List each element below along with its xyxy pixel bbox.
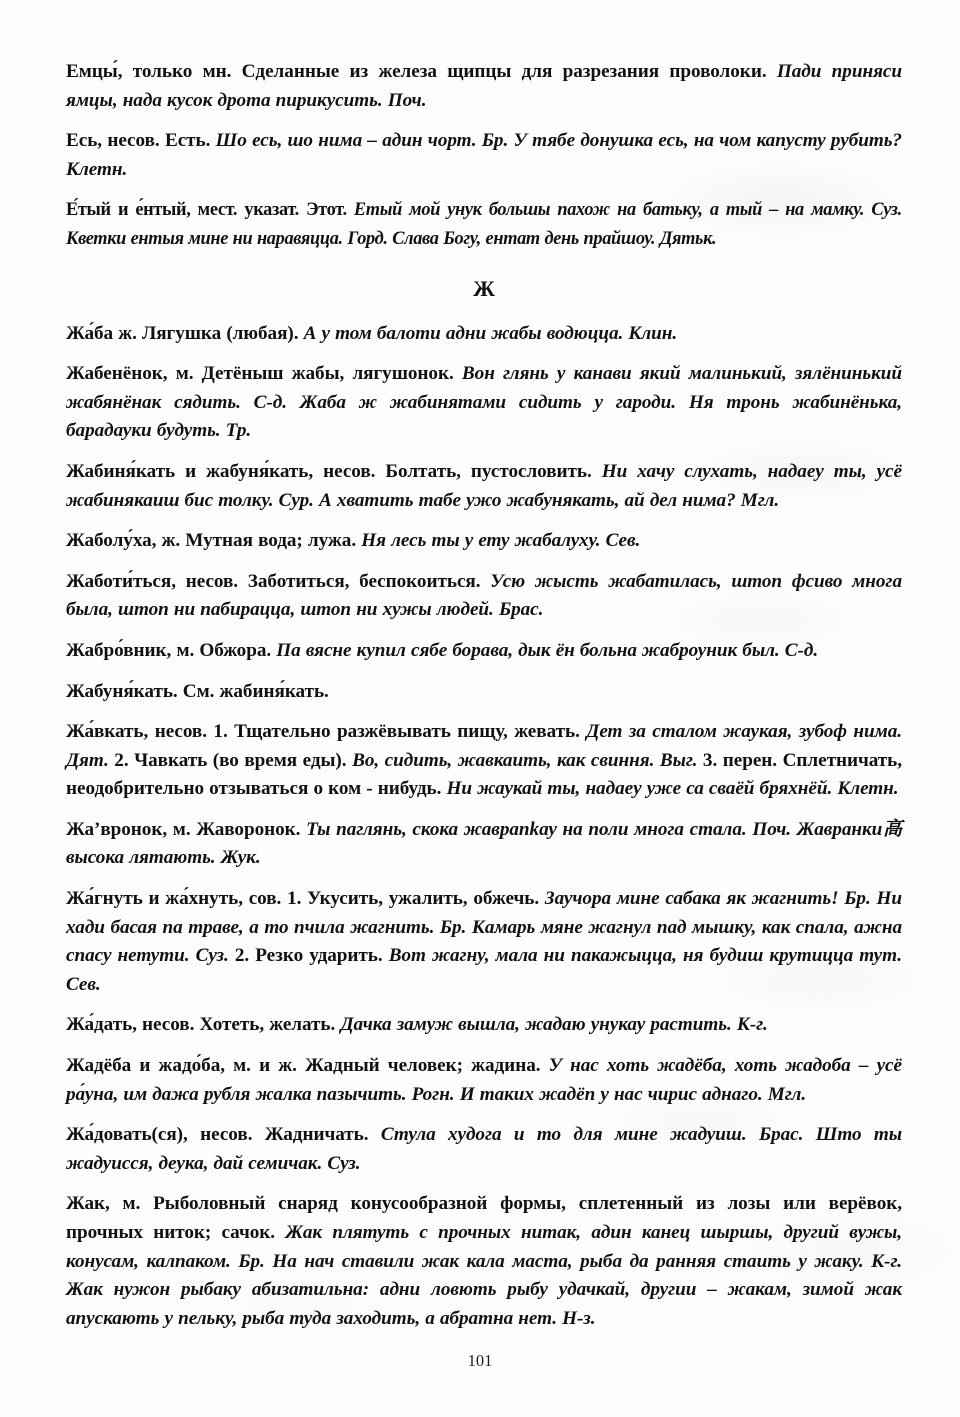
entry-headword: Жабро́вник, м. Обжора. (66, 639, 272, 661)
entry-headword: Жа́вкать, несов. 1. Тщательно разжёвывать пищу, жевать. (66, 721, 580, 743)
text-column (66, 58, 902, 1333)
entry-example: Па вясне купил сябе борава, дык ён больна жаброуник был. С-д. (276, 639, 819, 661)
entry-headword: Е́тый и е́нтый, мест. указат. Этот. (66, 199, 347, 221)
entry-example: Вон глянь у канави який малинький, зялёнинький жабянёнак сядить. С-д. Жаба ж жабинятами сидить у гароди. Ня тронь жабинёнька, барадауки будуть. Тр. (66, 363, 902, 442)
entry-example: Шо есь, шо нима – адин чорт. Бр. У тябе донушка есь, на чом капусту рубить? Клетн. (66, 130, 902, 180)
entry-sense-3-gloss: 3. перен. Сплетничать, неодобрительно отзываться о ком - нибудь. (66, 749, 903, 800)
entry-headword: Емцы́, только мн. Сделанные из железа щипцы для разрезания проволоки. (66, 61, 767, 82)
dictionary-entry-zhadyoba (66, 1052, 902, 1109)
page-number: 101 (467, 1351, 493, 1370)
entry-example: Ни хачу слухать, надаеу ты, усё жабинякаиш бис толку. Сур. А хватить табе ужо жабунякать, ай дел нима? Мгл. (66, 460, 902, 511)
dictionary-entry-zhabolukha (66, 527, 902, 556)
entry-headword: Жаболу́ха, ж. Мутная вода; лужа. (66, 530, 357, 552)
dictionary-entry-zhabotitsya (66, 568, 902, 625)
entry-sense-2-example: Вот жагну, мала ни пакажыцца, ня будиш крутицца тут. Сев. (66, 945, 902, 995)
dictionary-entry-emcy (66, 58, 902, 115)
entry-example: А у том балоти адни жабы водюцца. Клин. (303, 322, 678, 344)
entry-sense-2-example: Во, сидить, жавкаить, как свиння. Выг. (352, 749, 703, 771)
dictionary-entry-zhagnut (66, 885, 902, 999)
dictionary-entry-zhavkat (66, 718, 902, 804)
dictionary-entry-zhak (66, 1190, 902, 1333)
entry-example: Усю жысть жабатилась, штоп фсиво многа была, штоп ни пабирацца, штоп ни хужы людей. Брас. (66, 570, 902, 621)
dictionary-entry-zhabrovnik (66, 637, 902, 666)
entry-sense-2-gloss: 2. Резко ударить. (234, 945, 383, 967)
entry-example: Дачка замуж вышла, жадаю унукау растить. К-г. (340, 1014, 768, 1036)
entry-headword: Жабенёнок, м. Детёныш жабы, лягушонок. (66, 363, 454, 385)
dictionary-entry-zhadat (66, 1011, 902, 1040)
entry-headword: Жаботи́ться, несов. Заботиться, беспокоиться. (66, 570, 481, 592)
entry-headword: Жа́ба ж. Лягушка (любая). (66, 322, 299, 344)
dictionary-entry-zhadovatsya (66, 1121, 902, 1178)
entry-sense-3-example: Ни жаукай ты, надаеу уже са сваёй бряхнёй. Клетн. (446, 778, 899, 800)
dictionary-entry-zhabunyakat (66, 678, 902, 707)
entry-headword: Жа́гнуть и жа́хнуть, сов. 1. Укусить, ужалить, обжечь. (66, 888, 540, 910)
entry-example: Пади приняси ямцы, нада кусок дрота пирикусить. Поч. (66, 61, 902, 111)
entry-example: Етый мой унук большы пахож на батьку, а тый – на мамку. Суз. Кветки ентыя мине ни наравяцца. Горд. Слава Богу, ентат день прайшоу. Дятьк. (66, 199, 902, 249)
entry-headword: Жабиня́кать и жабуня́кать, несов. Болтать, пустословить. (66, 460, 592, 482)
entry-example: Заучора мине сабака як жагнить! Бр. Ни хади басая па траве, а то пчила жагнить. Бр. Камарь мяне жагнул пад мышку, как спала, ажна спасу нетути. Суз. (66, 888, 902, 967)
letter-section-heading: Ж (473, 275, 495, 301)
dictionary-entry-es (66, 127, 902, 184)
entry-sense-2-gloss: 2. Чавкать (во время еды). (114, 749, 347, 771)
entry-headword: Жадёба и жадо́ба, м. и ж. Жадный человек; жадина. (66, 1055, 541, 1077)
entry-headword: Жак, м. Рыболовный снаряд конусообразной формы, сплетенный из лозы или верёвок, прочных ниток; сачок. (66, 1193, 902, 1243)
entry-example: Жак плятуть с прочных нитак, адин канец шыршы, другий вужы, конусам, калпаком. Бр. На нач ставили жак кала маста, рыба да ранняя стаить у жаку. К-г. Жак нужон рыбаку абизатильна: адни ловють рыбу удачкай, другии – жакам, зимой жак апускають у пельку, рыба туда заходить, а абратна нет. Н-з. (66, 1222, 902, 1329)
entry-example: Дет за сталом жаукая, зубоф нима. Дят. (66, 721, 902, 771)
dictionary-entry-zhabinyakat (66, 458, 902, 515)
entry-headword: Жа’вронок, м. Жаворонок. (66, 818, 301, 840)
dictionary-entry-etyj (66, 196, 902, 253)
entry-example: Ня лесь ты у ету жабалуху. Сев. (361, 530, 641, 552)
entry-headword: Жа́дать, несов. Хотеть, желать. (66, 1014, 336, 1036)
dictionary-entry-zhabenok (66, 360, 902, 446)
entry-headword: Есь, несов. Есть. (66, 130, 211, 152)
dictionary-entry-zhavronok (66, 816, 902, 873)
entry-example: У нас хоть жадёба, хоть жадоба – усё ра́уна, им дажа рубля жалка пазычить. Рогн. И таких жадёп у нас чирис аднаго. Мгл. (66, 1055, 902, 1105)
entry-headword: Жа́довать(ся), несов. Жадничать. (66, 1124, 369, 1146)
dictionary-entry-zhaba (66, 320, 902, 349)
entry-example: Стула худога и то для мине жадуиш. Брас. Што ты жадуисся, деука, дай семичак. Суз. (66, 1124, 903, 1174)
entry-example: Ты паглянь, скока жаврankау на поли многа стала. Поч. Жавранки高 высока лятають. Жук. (66, 818, 902, 869)
entry-headword: Жабуня́кать. См. жабиня́кать. (66, 680, 329, 702)
